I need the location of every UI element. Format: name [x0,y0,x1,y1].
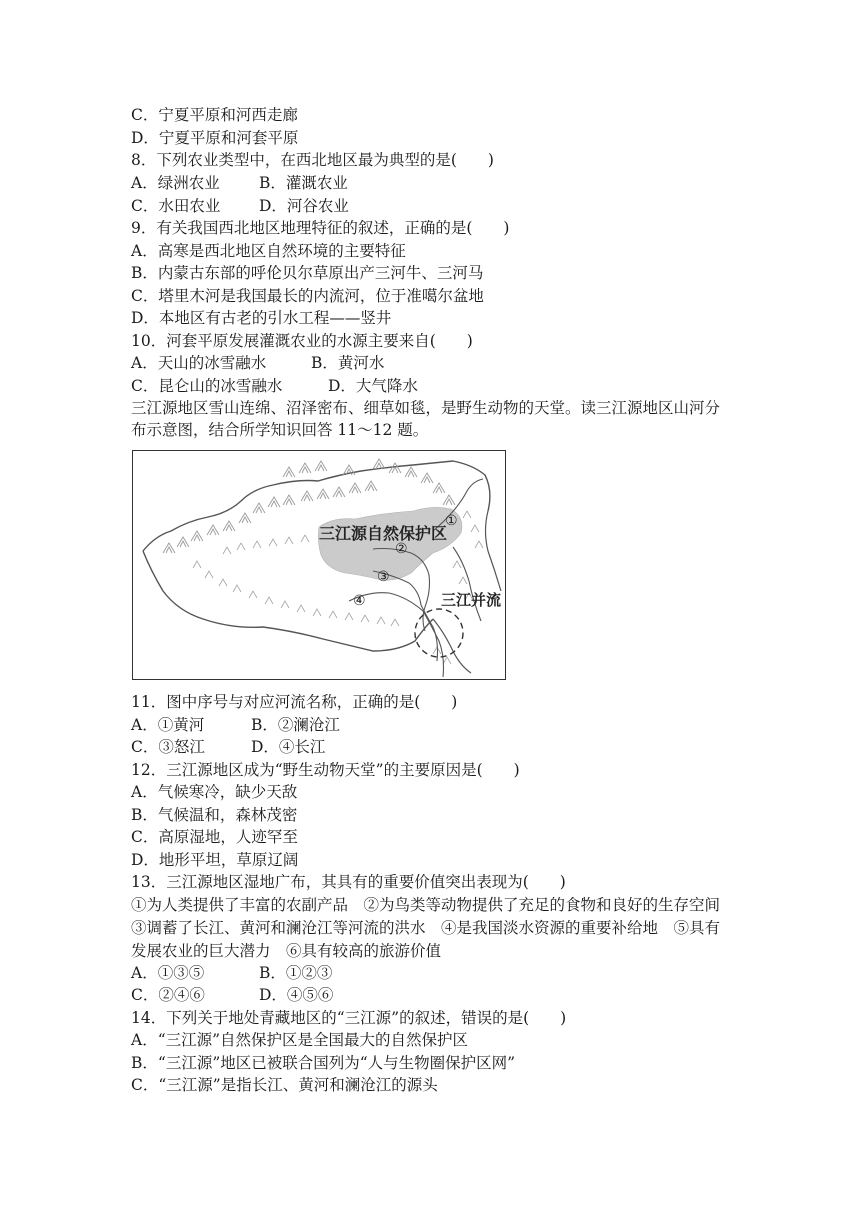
q14-option-b[interactable]: B．“三江源”地区已被联合国列为“人与生物圈保护区网” [131,1054,516,1072]
question-11: 11．图中序号与对应河流名称，正确的是( ) [131,693,458,711]
option-d-q7: D．宁夏平原和河套平原 [131,129,299,147]
reserve-label: 三江源自然保护区 [319,524,448,543]
q9-option-b[interactable]: B．内蒙古东部的呼伦贝尔草原出产三河牛、三河马 [131,264,484,282]
q13-option-a[interactable]: A．①③⑤ [131,964,205,982]
q10-option-a[interactable]: A．天山的冰雪融水 [131,354,267,372]
river-number-4: ④ [353,593,366,609]
q8-option-b[interactable]: B．灌溉农业 [259,174,348,192]
q12-option-a[interactable]: A．气候寒冷，缺少天敌 [131,783,298,801]
q12-option-d[interactable]: D．地形平坦，草原辽阔 [131,851,299,869]
q14-option-a[interactable]: A．“三江源”自然保护区是全国最大的自然保护区 [131,1031,469,1049]
sanjiangyuan-map [132,450,506,680]
q12-option-c[interactable]: C．高原湿地，人迹罕至 [131,828,298,846]
question-10: 10．河套平原发展灌溉农业的水源主要来自( ) [131,332,473,350]
option-c-q7: C．宁夏平原和河西走廊 [131,106,298,124]
question-14: 14．下列关于地处青藏地区的“三江源”的叙述，错误的是( ) [131,1009,567,1027]
river-number-2: ② [395,541,408,557]
q9-option-a[interactable]: A．高寒是西北地区自然环境的主要特征 [131,242,406,260]
q11-option-a[interactable]: A．①黄河 [131,716,205,734]
q10-option-d[interactable]: D．大气降水 [328,377,418,395]
passage-intro: 三江源地区雪山连绵、沼泽密布、细草如毯，是野生动物的天堂。读三江源地区山河分布示意图，结合所学知识回答 11～12 题。 [131,399,721,439]
q11-row-1 [131,714,340,736]
question-12: 12．三江源地区成为“野生动物天堂”的主要原因是( ) [131,761,520,779]
q8-option-a[interactable]: A．绿洲农业 [131,174,220,192]
q13-option-c[interactable]: C．②④⑥ [131,986,205,1004]
question-13: 13．三江源地区湿地广布，其具有的重要价值突出表现为( ) [131,873,566,891]
q8-row-2 [131,195,349,217]
question-9: 9．有关我国西北地区地理特征的叙述，正确的是( ) [131,219,510,237]
q8-row-1 [131,172,348,194]
q10-row-2 [131,375,418,397]
q11-option-c[interactable]: C．③怒江 [131,738,205,756]
q9-option-c[interactable]: C．塔里木河是我国最长的内流河，位于准噶尔盆地 [131,287,484,305]
map-figure [133,451,505,679]
q9-option-d[interactable]: D．本地区有古老的引水工程——竖井 [131,309,392,327]
q13-row-1 [131,962,332,984]
parallel-rivers-label: 三江并流 [441,591,502,609]
q10-row-1 [131,352,384,374]
rivers [349,479,483,677]
q11-option-d[interactable]: D．④长江 [251,738,326,756]
q12-option-b[interactable]: B．气候温和，森林茂密 [131,806,298,824]
q8-option-c[interactable]: C．水田农业 [131,197,221,215]
river-number-3: ③ [377,569,390,585]
q13-option-d[interactable]: D．④⑤⑥ [259,986,334,1004]
q11-row-2 [131,736,325,758]
q13-option-b[interactable]: B．①②③ [259,964,333,982]
q10-option-c[interactable]: C．昆仑山的冰雪融水 [131,377,283,395]
q10-option-b[interactable]: B．黄河水 [311,354,385,372]
q14-option-c[interactable]: C．“三江源”是指长江、黄河和澜沧江的源头 [131,1076,438,1094]
river-number-1: ① [445,513,458,529]
q11-option-b[interactable]: B．②澜沧江 [251,716,340,734]
reserve-area [318,507,462,580]
q13-row-2 [131,984,333,1006]
question-8: 8．下列农业类型中，在西北地区最为典型的是( ) [131,151,494,169]
q8-option-d[interactable]: D．河谷农业 [259,197,349,215]
q13-statements: ①为人类提供了丰富的农副产品 ②为鸟类等动物提供了充足的食物和良好的生存空间 ③调蓄了长江、黄河和澜沧江等河流的洪水 ④是我国淡水资源的重要补给地 ⑤具有发展农业的巨大潜力 ⑥具有较高的旅游价值 [131,896,752,960]
